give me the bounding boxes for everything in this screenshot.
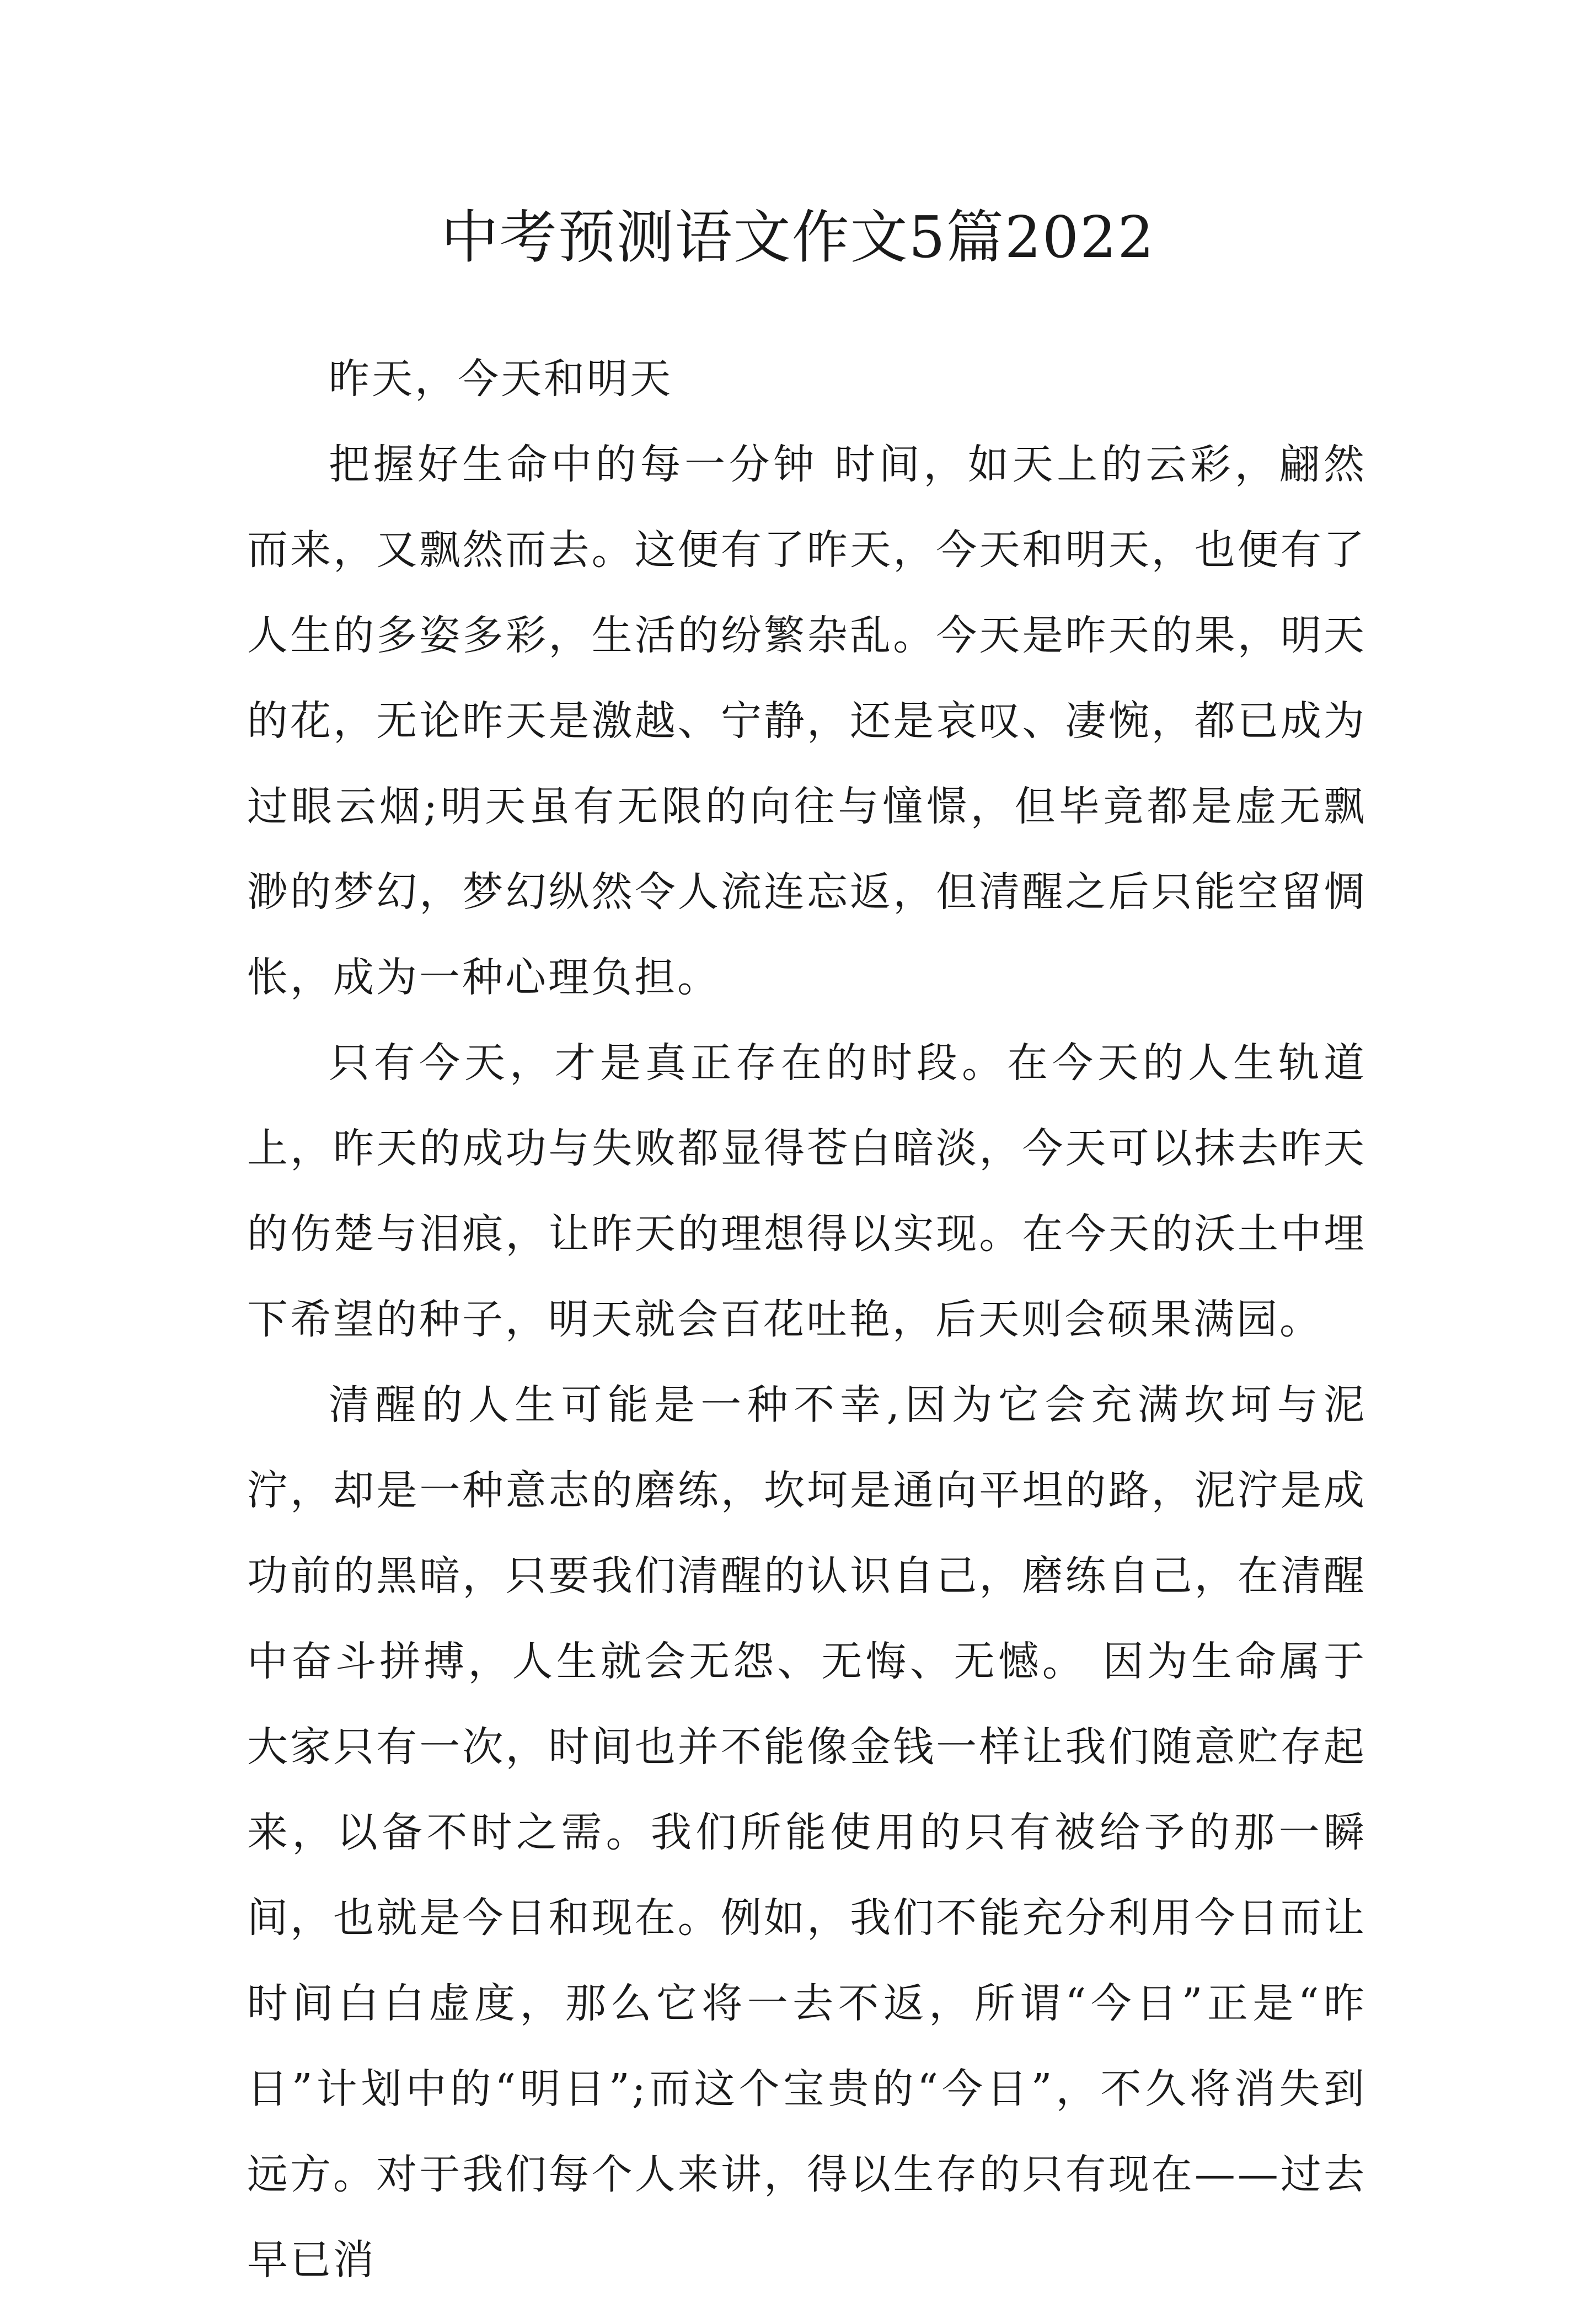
document-title: 中考预测语文作文5篇2022 (441, 204, 1155, 271)
essay-body (247, 336, 1367, 2303)
essay-heading: 昨天，今天和明天 (329, 355, 673, 403)
paragraph: 把握好生命中的每一分钟 时间，如天上的云彩，翩然而来，又飘然而去。这便有了昨天，今天和明天，也便有了人生的多姿多彩，生活的纷繁杂乱。今天是昨天的果，明天的花，无论昨天是激越、宁静，还是哀叹、凄惋，都已成为过眼云烟;明天虽有无限的向往与憧憬，但毕竟都是虚无飘渺的梦幻，梦幻纵然令人流连忘返，但清醒之后只能空留惆怅，成为一种心理负担。 (247, 441, 1367, 1001)
paragraph: 清醒的人生可能是一种不幸,因为它会充满坎坷与泥泞，却是一种意志的磨练，坎坷是通向平坦的路，泥泞是成功前的黑暗，只要我们清醒的认识自己，磨练自己，在清醒中奋斗拼搏，人生就会无怨、无悔、无憾。 因为生命属于大家只有一次，时间也并不能像金钱一样让我们随意贮存起来，以备不时之需。我们所能使用的只有被给予的那一瞬间，也就是今日和现在。例如，我们不能充分利用今日而让时间白白虚度，那么它将一去不返，所谓“今日”正是“昨日”计划中的“明日”;而这个宝贵的“今日”，不久将消失到远方。对于我们每个人来讲，得以生存的只有现在——过去早已消 (247, 1381, 1367, 2284)
paragraph: 只有今天，才是真正存在的时段。在今天的人生轨道上，昨天的成功与失败都显得苍白暗淡，今天可以抹去昨天的伤楚与泪痕，让昨天的理想得以实现。在今天的沃土中埋下希望的种子，明天就会百花吐艳，后天则会硕果满园。 (247, 1039, 1367, 1343)
